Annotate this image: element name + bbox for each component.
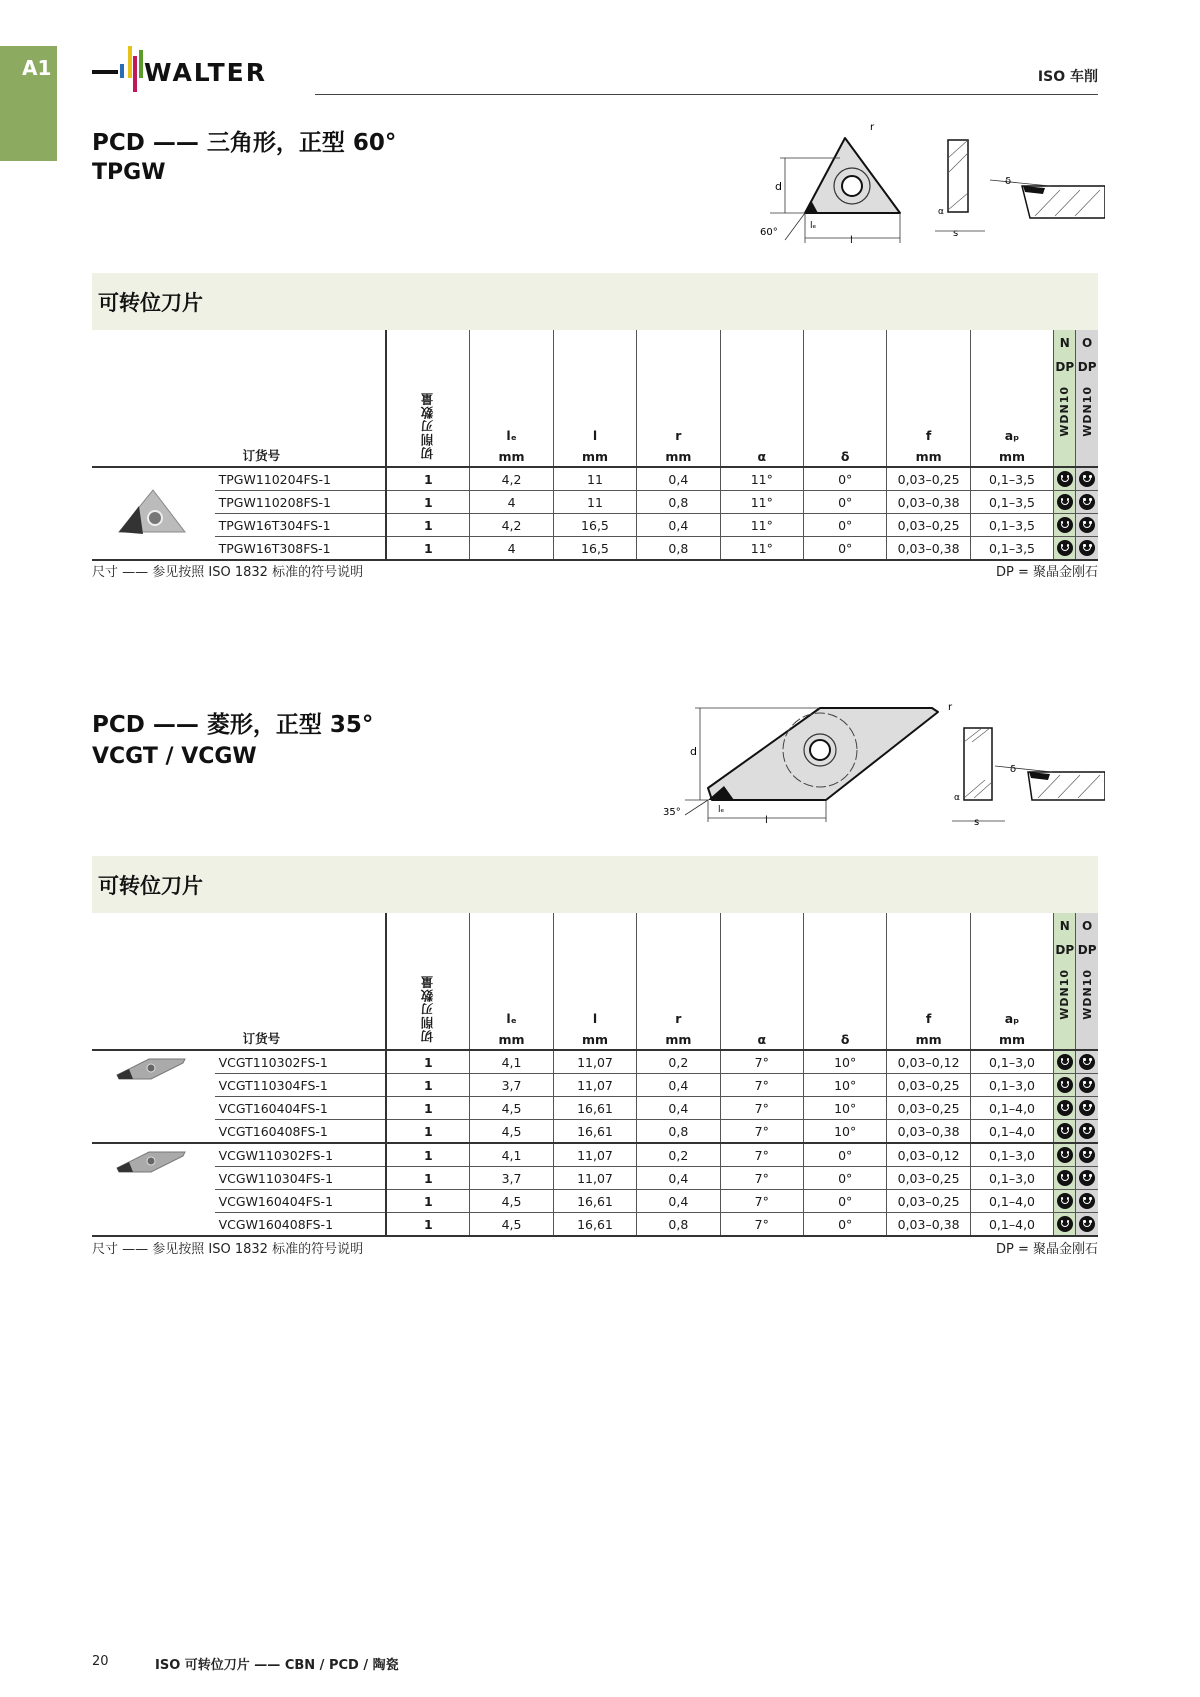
- chapter-tab-label: A1: [22, 56, 52, 80]
- smiley-icon: [1079, 1193, 1095, 1209]
- header-le: lₑ: [506, 1011, 517, 1026]
- ap-cell: 0,1–4,0: [970, 1097, 1053, 1120]
- smiley-icon: [1079, 1054, 1095, 1070]
- r-cell: 0,2: [637, 1143, 720, 1167]
- order-code: TPGW16T308FS-1: [215, 537, 387, 561]
- alpha-cell: 7°: [720, 1213, 803, 1237]
- grade-o-group: O: [1082, 336, 1093, 350]
- r-cell: 0,2: [637, 1050, 720, 1074]
- le-cell: 4,2: [470, 467, 553, 491]
- edges-cell: 1: [386, 467, 469, 491]
- ap-cell: 0,1–3,5: [970, 537, 1053, 561]
- footer-title: ISO 可转位刀片 —— CBN / PCD / 陶瓷: [155, 1658, 399, 1673]
- l-cell: 16,61: [553, 1213, 636, 1237]
- order-code: TPGW16T304FS-1: [215, 514, 387, 537]
- delta-cell: 0°: [803, 1143, 886, 1167]
- l-cell: 11,07: [553, 1050, 636, 1074]
- ap-cell: 0,1–4,0: [970, 1213, 1053, 1237]
- header-edges: 切削刃数量: [420, 391, 436, 459]
- svg-text:s: s: [974, 817, 980, 825]
- header-ap-unit: mm: [998, 1032, 1026, 1047]
- header-ap: aₚ: [1004, 428, 1020, 443]
- r-cell: 0,4: [637, 467, 720, 491]
- le-cell: 4,5: [470, 1213, 553, 1237]
- edges-cell: 1: [386, 1074, 469, 1097]
- grade-n-group: N: [1059, 919, 1070, 933]
- header-edges: 切削刃数量: [420, 974, 436, 1042]
- svg-text:r: r: [870, 122, 875, 133]
- smiley-icon: [1057, 517, 1073, 533]
- svg-text:lₑ: lₑ: [718, 805, 725, 815]
- delta-cell: 0°: [803, 537, 886, 561]
- f-cell: 0,03–0,12: [887, 1050, 970, 1074]
- smiley-icon: [1079, 1216, 1095, 1232]
- smiley-icon: [1057, 494, 1073, 510]
- header-l: l: [592, 1011, 598, 1026]
- smiley-icon: [1057, 1054, 1073, 1070]
- header-le: lₑ: [506, 428, 517, 443]
- smiley-icon: [1057, 1170, 1073, 1186]
- l-cell: 11,07: [553, 1167, 636, 1190]
- f-cell: 0,03–0,38: [887, 1213, 970, 1237]
- header-l-unit: mm: [581, 449, 608, 464]
- vcgt-insert-image: [92, 1050, 215, 1143]
- svg-text:lₑ: lₑ: [810, 221, 817, 231]
- smiley-icon: [1057, 540, 1073, 556]
- table-header-row: [92, 330, 1098, 467]
- table-row: [92, 1190, 1098, 1213]
- smiley-icon: [1057, 1100, 1073, 1116]
- ap-cell: 0,1–3,0: [970, 1050, 1053, 1074]
- grade-o-group: O: [1082, 919, 1093, 933]
- r-cell: 0,8: [637, 1120, 720, 1144]
- order-code: TPGW110204FS-1: [215, 467, 387, 491]
- alpha-cell: 11°: [720, 537, 803, 561]
- header-order-no: 订货号: [215, 913, 387, 1050]
- header-order-no: 订货号: [215, 330, 387, 467]
- header-f: f: [925, 428, 932, 443]
- r-cell: 0,8: [637, 537, 720, 561]
- svg-text:s: s: [953, 228, 959, 239]
- grade-o-name: WDN10: [1080, 969, 1094, 1020]
- order-code: VCGT110304FS-1: [215, 1074, 387, 1097]
- edges-cell: 1: [386, 1143, 469, 1167]
- le-cell: 4,2: [470, 514, 553, 537]
- header-alpha: α: [720, 330, 803, 467]
- grade-n-group: N: [1059, 336, 1070, 350]
- le-cell: 4,5: [470, 1190, 553, 1213]
- smiley-icon: [1079, 1123, 1095, 1139]
- l-cell: 11: [553, 467, 636, 491]
- svg-text:l: l: [850, 235, 853, 246]
- l-cell: 16,5: [553, 537, 636, 561]
- ap-cell: 0,1–3,0: [970, 1167, 1053, 1190]
- rhombic-insert-diagram: [660, 700, 1105, 825]
- svg-text:d: d: [690, 745, 697, 758]
- l-cell: 11: [553, 491, 636, 514]
- header-delta: δ: [803, 330, 886, 467]
- l-cell: 16,5: [553, 514, 636, 537]
- delta-cell: 10°: [803, 1120, 886, 1144]
- header-r-unit: mm: [665, 449, 692, 464]
- table-row: [92, 1120, 1098, 1144]
- le-cell: 4: [470, 537, 553, 561]
- table-row: [92, 1143, 1098, 1167]
- edges-cell: 1: [386, 1190, 469, 1213]
- header-f-unit: mm: [915, 449, 942, 464]
- section-1-dp-note: DP = 聚晶金刚石: [995, 565, 1098, 580]
- order-code: VCGW110304FS-1: [215, 1167, 387, 1190]
- alpha-cell: 7°: [720, 1074, 803, 1097]
- r-cell: 0,8: [637, 491, 720, 514]
- svg-text:α: α: [938, 207, 944, 217]
- header-f: f: [925, 1011, 932, 1026]
- le-cell: 3,7: [470, 1074, 553, 1097]
- edges-cell: 1: [386, 1167, 469, 1190]
- smiley-icon: [1057, 1123, 1073, 1139]
- table-row: [92, 491, 1098, 514]
- f-cell: 0,03–0,25: [887, 1167, 970, 1190]
- r-cell: 0,4: [637, 1097, 720, 1120]
- smiley-icon: [1079, 471, 1095, 487]
- grade-o-material: DP: [1077, 943, 1097, 957]
- header-l-unit: mm: [581, 1032, 608, 1047]
- grade-n-name: WDN10: [1058, 386, 1072, 437]
- r-cell: 0,4: [637, 1167, 720, 1190]
- order-code: VCGW160404FS-1: [215, 1190, 387, 1213]
- ap-cell: 0,1–3,0: [970, 1074, 1053, 1097]
- smiley-icon: [1057, 471, 1073, 487]
- walter-logo: [92, 44, 297, 94]
- smiley-icon: [1057, 1077, 1073, 1093]
- alpha-cell: 7°: [720, 1167, 803, 1190]
- order-code: VCGT160408FS-1: [215, 1120, 387, 1144]
- ap-cell: 0,1–3,5: [970, 514, 1053, 537]
- delta-cell: 0°: [803, 491, 886, 514]
- ap-cell: 0,1–4,0: [970, 1190, 1053, 1213]
- chapter-tab: [0, 46, 57, 161]
- header-le-unit: mm: [498, 449, 525, 464]
- ap-cell: 0,1–3,0: [970, 1143, 1053, 1167]
- alpha-cell: 7°: [720, 1190, 803, 1213]
- delta-cell: 0°: [803, 514, 886, 537]
- table-row: [92, 1074, 1098, 1097]
- section-1-table: [92, 330, 1098, 561]
- grade-n-material: DP: [1055, 943, 1075, 957]
- edges-cell: 1: [386, 1213, 469, 1237]
- section-1-band: [92, 273, 1098, 330]
- smiley-icon: [1057, 1216, 1073, 1232]
- f-cell: 0,03–0,38: [887, 537, 970, 561]
- header-f-unit: mm: [915, 1032, 942, 1047]
- brand-name: WALTER: [144, 58, 267, 87]
- edges-cell: 1: [386, 514, 469, 537]
- svg-text:δ: δ: [1010, 764, 1017, 775]
- edges-cell: 1: [386, 1097, 469, 1120]
- l-cell: 11,07: [553, 1143, 636, 1167]
- section-2-subtitle: VCGT / VCGW: [92, 744, 257, 769]
- order-code: VCGW160408FS-1: [215, 1213, 387, 1237]
- f-cell: 0,03–0,25: [887, 1190, 970, 1213]
- header-r-unit: mm: [665, 1032, 692, 1047]
- table-row: [92, 1213, 1098, 1237]
- l-cell: 11,07: [553, 1074, 636, 1097]
- table-row: [92, 537, 1098, 561]
- table-row: [92, 1167, 1098, 1190]
- r-cell: 0,4: [637, 1074, 720, 1097]
- svg-text:35°: 35°: [663, 807, 681, 818]
- alpha-cell: 7°: [720, 1120, 803, 1144]
- header-ap-unit: mm: [998, 449, 1026, 464]
- f-cell: 0,03–0,38: [887, 1120, 970, 1144]
- alpha-cell: 7°: [720, 1143, 803, 1167]
- smiley-icon: [1079, 540, 1095, 556]
- header-alpha: α: [720, 913, 803, 1050]
- r-cell: 0,8: [637, 1213, 720, 1237]
- r-cell: 0,4: [637, 514, 720, 537]
- svg-text:l: l: [765, 815, 768, 825]
- header-divider: [315, 94, 1098, 95]
- table-row: [92, 1050, 1098, 1074]
- f-cell: 0,03–0,25: [887, 1097, 970, 1120]
- smiley-icon: [1079, 1100, 1095, 1116]
- smiley-icon: [1079, 494, 1095, 510]
- f-cell: 0,03–0,25: [887, 467, 970, 491]
- triangle-insert-diagram: [760, 118, 1105, 253]
- smiley-icon: [1079, 1170, 1095, 1186]
- svg-text:d: d: [775, 180, 782, 193]
- f-cell: 0,03–0,12: [887, 1143, 970, 1167]
- section-1-title: PCD —— 三角形，正型 60°: [92, 130, 397, 156]
- header-ap: aₚ: [1004, 1011, 1020, 1026]
- svg-text:δ: δ: [1005, 176, 1012, 187]
- le-cell: 4,1: [470, 1143, 553, 1167]
- edges-cell: 1: [386, 491, 469, 514]
- delta-cell: 10°: [803, 1074, 886, 1097]
- header-r: r: [675, 1011, 682, 1026]
- section-2-table: [92, 913, 1098, 1237]
- le-cell: 4,5: [470, 1120, 553, 1144]
- alpha-cell: 11°: [720, 514, 803, 537]
- le-cell: 4,1: [470, 1050, 553, 1074]
- f-cell: 0,03–0,38: [887, 491, 970, 514]
- edges-cell: 1: [386, 1050, 469, 1074]
- grade-o-name: WDN10: [1080, 386, 1094, 437]
- section-1-subtitle: TPGW: [92, 160, 166, 185]
- delta-cell: 0°: [803, 1213, 886, 1237]
- l-cell: 16,61: [553, 1190, 636, 1213]
- table-row: [92, 467, 1098, 491]
- order-code: TPGW110208FS-1: [215, 491, 387, 514]
- order-code: VCGW110302FS-1: [215, 1143, 387, 1167]
- delta-cell: 0°: [803, 1190, 886, 1213]
- smiley-icon: [1079, 1147, 1095, 1163]
- order-code: VCGT110302FS-1: [215, 1050, 387, 1074]
- table-row: [92, 1097, 1098, 1120]
- delta-cell: 10°: [803, 1097, 886, 1120]
- edges-cell: 1: [386, 1120, 469, 1144]
- le-cell: 4: [470, 491, 553, 514]
- grade-n-material: DP: [1055, 360, 1075, 374]
- svg-text:α: α: [954, 793, 960, 803]
- edges-cell: 1: [386, 537, 469, 561]
- section-2-title: PCD —— 菱形，正型 35°: [92, 712, 374, 738]
- section-1-dimension-note: 尺寸 —— 参见按照 ISO 1832 标准的符号说明: [92, 565, 364, 580]
- grade-o-material: DP: [1077, 360, 1097, 374]
- header-r: r: [675, 428, 682, 443]
- smiley-icon: [1079, 1077, 1095, 1093]
- alpha-cell: 11°: [720, 491, 803, 514]
- tpgw-insert-image: [92, 467, 215, 560]
- f-cell: 0,03–0,25: [887, 1074, 970, 1097]
- alpha-cell: 7°: [720, 1097, 803, 1120]
- header-l: l: [592, 428, 598, 443]
- svg-text:60°: 60°: [760, 227, 778, 238]
- order-code: VCGT160404FS-1: [215, 1097, 387, 1120]
- table-header-row: [92, 913, 1098, 1050]
- ap-cell: 0,1–4,0: [970, 1120, 1053, 1144]
- header-category: ISO 车削: [1037, 69, 1098, 85]
- ap-cell: 0,1–3,5: [970, 467, 1053, 491]
- table-row: [92, 514, 1098, 537]
- ap-cell: 0,1–3,5: [970, 491, 1053, 514]
- section-2-band: [92, 856, 1098, 913]
- section-2-dp-note: DP = 聚晶金刚石: [995, 1242, 1098, 1257]
- alpha-cell: 11°: [720, 467, 803, 491]
- delta-cell: 0°: [803, 467, 886, 491]
- header-le-unit: mm: [498, 1032, 525, 1047]
- le-cell: 4,5: [470, 1097, 553, 1120]
- f-cell: 0,03–0,25: [887, 514, 970, 537]
- smiley-icon: [1079, 517, 1095, 533]
- section-2-band-label: 可转位刀片: [98, 874, 203, 898]
- l-cell: 16,61: [553, 1120, 636, 1144]
- grade-n-name: WDN10: [1058, 969, 1072, 1020]
- alpha-cell: 7°: [720, 1050, 803, 1074]
- r-cell: 0,4: [637, 1190, 720, 1213]
- delta-cell: 10°: [803, 1050, 886, 1074]
- smiley-icon: [1057, 1193, 1073, 1209]
- page-number: 20: [92, 1654, 109, 1669]
- section-1-band-label: 可转位刀片: [98, 291, 203, 315]
- section-2-dimension-note: 尺寸 —— 参见按照 ISO 1832 标准的符号说明: [92, 1242, 364, 1257]
- vcgw-insert-image: [92, 1143, 215, 1236]
- logo-bars-icon: [92, 44, 152, 94]
- smiley-icon: [1057, 1147, 1073, 1163]
- delta-cell: 0°: [803, 1167, 886, 1190]
- l-cell: 16,61: [553, 1097, 636, 1120]
- le-cell: 3,7: [470, 1167, 553, 1190]
- svg-text:r: r: [948, 702, 953, 713]
- header-delta: δ: [803, 913, 886, 1050]
